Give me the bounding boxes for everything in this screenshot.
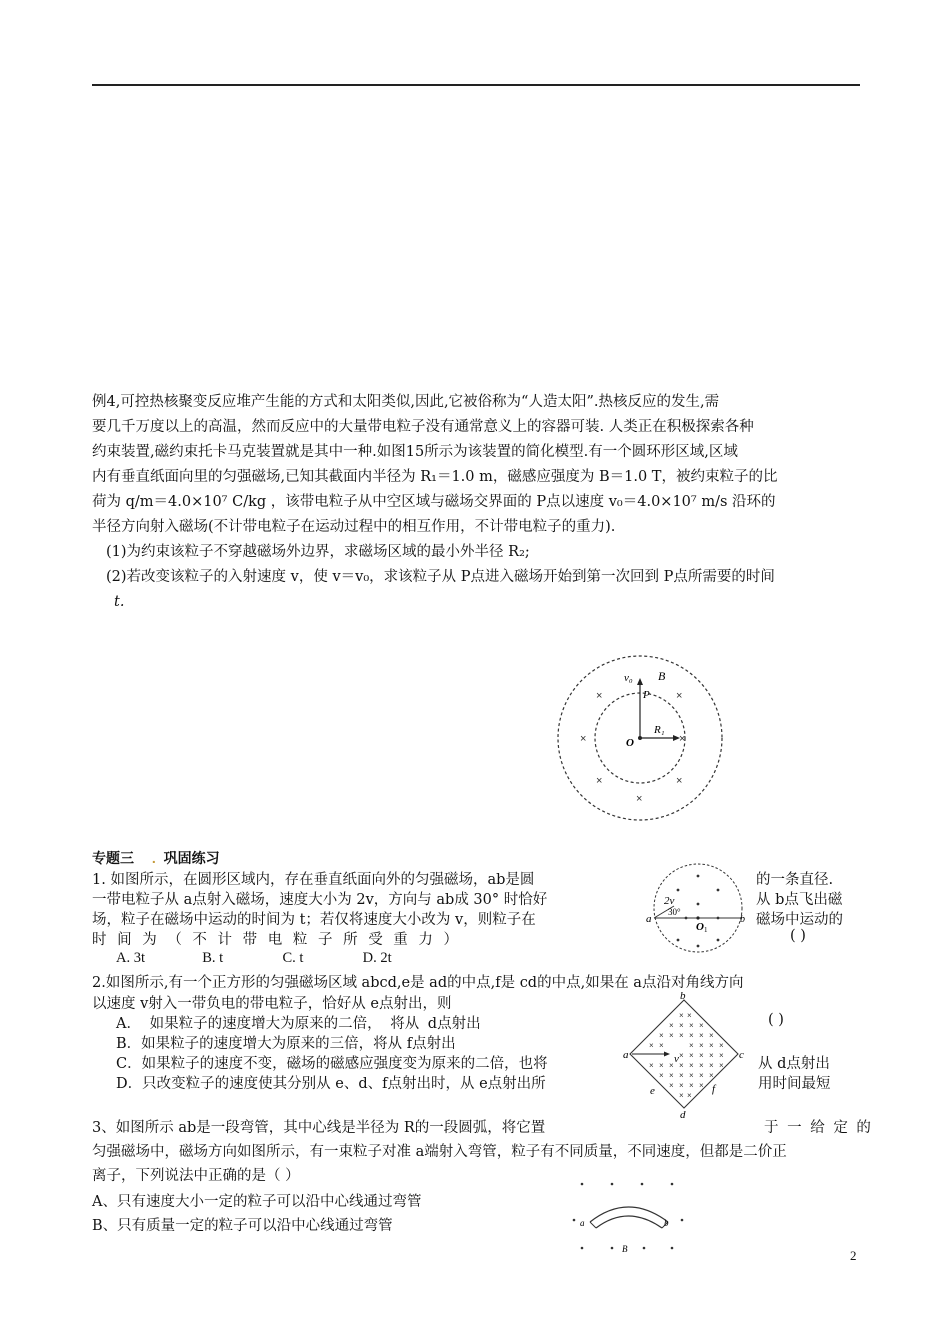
question-2-cont: t.	[114, 594, 125, 610]
svg-text:×: ×	[659, 1071, 664, 1080]
svg-text:×: ×	[719, 1051, 724, 1060]
svg-text:×: ×	[659, 1031, 664, 1040]
svg-text:×: ×	[689, 1041, 694, 1050]
svg-text:×: ×	[669, 1061, 674, 1070]
velocity-v-label: v	[674, 1053, 679, 1065]
center-point	[638, 736, 642, 740]
svg-text:×: ×	[709, 1051, 714, 1060]
tube-end-a	[590, 1222, 596, 1228]
svg-text:×: ×	[679, 1091, 684, 1100]
option-d: D. 2t	[362, 950, 392, 966]
field-x: ×	[679, 733, 686, 745]
svg-text:×: ×	[649, 1041, 654, 1050]
svg-text:×: ×	[699, 1051, 704, 1060]
point-a-label: a	[646, 913, 652, 925]
midpoint-f-label: f	[712, 1083, 716, 1095]
p2-option-d: D．只改变粒子的速度使其分别从 e、d、f点射出时，从 e点射出所	[116, 1076, 546, 1092]
p1-line3-right: 磁场中运动的	[756, 912, 843, 928]
svg-text:×: ×	[687, 1011, 692, 1020]
p1-answer-paren: ( )	[790, 928, 806, 944]
b-label: B	[658, 669, 666, 683]
p1-line3: 场，粒子在磁场中运动的时间为 t；若仅将速度大小改为 v，则粒子在	[92, 912, 536, 928]
svg-text:×: ×	[709, 1031, 714, 1040]
svg-text:×: ×	[699, 1041, 704, 1050]
velocity-label: 2v	[664, 895, 675, 907]
svg-text:×: ×	[689, 1081, 694, 1090]
svg-text:×: ×	[699, 1061, 704, 1070]
svg-text:×: ×	[719, 1061, 724, 1070]
option-a: A. 3t	[116, 950, 145, 966]
question-2: (2)若改变该粒子的入射速度 v，使 v＝v₀，求该粒子从 P点进入磁场开始到第一次回到 P点所需要的时间	[106, 569, 775, 585]
vertex-a-label: a	[623, 1049, 629, 1061]
svg-text:×: ×	[689, 1021, 694, 1030]
field-x: ×	[596, 775, 603, 787]
field-b-label: B	[622, 1244, 628, 1254]
o-label: O	[626, 737, 634, 749]
field-x: ×	[676, 775, 683, 787]
p3-option-b: B、只有质量一定的粒子可以沿中心线通过弯管	[92, 1218, 393, 1234]
v0-label: v₀	[624, 672, 633, 684]
svg-text:×: ×	[699, 1031, 704, 1040]
r1-label: R₁	[654, 724, 665, 736]
svg-text:×: ×	[669, 1071, 674, 1080]
vertex-c-label: c	[739, 1049, 744, 1061]
center-o-label: O	[696, 921, 704, 933]
text-line: 荷为 q/m＝4.0×10⁷ C/kg ，该带电粒子从中空区域与磁场交界面的 P点以速度 v₀＝4.0×10⁷ m/s 沿环的	[92, 494, 776, 510]
tube-outer-wall	[590, 1207, 668, 1222]
annular-field-figure	[556, 654, 724, 822]
svg-text:×: ×	[679, 1051, 684, 1060]
svg-text:×: ×	[679, 1071, 684, 1080]
text-line: 内有垂直纸面向里的匀强磁场,已知其截面内半径为 R₁＝1.0 m，磁感应强度为 B＝1.0 T，被约束粒子的比	[92, 469, 778, 485]
svg-text:×: ×	[679, 1081, 684, 1090]
p2-line2: 以速度 v射入一带负电的带电粒子，恰好从 e点射出，则	[92, 996, 452, 1012]
svg-text:×: ×	[669, 1081, 674, 1090]
velocity-arrowhead	[637, 678, 643, 685]
p1-line4: 时 间 为 （ 不 计 带 电 粒 子 所 受 重 力 ）	[92, 932, 459, 948]
p3-option-a: A、只有速度大小一定的粒子可以沿中心线通过弯管	[92, 1194, 422, 1210]
field-x: ×	[596, 690, 603, 702]
svg-text:×: ×	[689, 1051, 694, 1060]
example4-text	[92, 390, 777, 615]
point-b-label: b	[740, 914, 745, 925]
field-x: ×	[636, 793, 643, 805]
center-dot	[696, 916, 699, 919]
p2-line1: 2.如图所示,有一个正方形的匀强磁场区域 abcd,e是 ad的中点,f是 cd的中点,如果在 a点沿对角线方向	[92, 975, 744, 991]
option-b: B. t	[202, 950, 224, 966]
field-x: ×	[580, 733, 587, 745]
svg-text:×: ×	[699, 1081, 704, 1090]
p3-line3: 离子，下列说法中正确的是（ ）	[92, 1168, 300, 1184]
p1-options	[116, 950, 392, 967]
svg-text:×: ×	[699, 1021, 704, 1030]
p3-line2: 匀强磁场中，磁场方向如图所示，有一束粒子对准 a端射入弯管，粒子有不同质量，不同速度，但都是二价正	[92, 1144, 787, 1160]
svg-text:×: ×	[689, 1031, 694, 1040]
p3-line1-right: 于 一 给 定 的	[764, 1120, 871, 1136]
svg-text:×: ×	[679, 1011, 684, 1020]
curved-tube-figure	[568, 1178, 718, 1260]
header-rule	[92, 84, 860, 86]
velocity-arrowhead	[664, 1052, 670, 1057]
field-x: ×	[676, 690, 683, 702]
svg-text:×: ×	[669, 1031, 674, 1040]
p2-answer-paren: ( )	[768, 1012, 784, 1028]
question-1: (1)为约束该粒子不穿越磁场外边界，求磁场区域的最小外半径 R₂;	[106, 544, 530, 560]
svg-text:×: ×	[709, 1041, 714, 1050]
svg-text:×: ×	[679, 1061, 684, 1070]
p2-option-a: A． 如果粒子的速度增大为原来的二倍， 将从 d点射出	[116, 1016, 481, 1032]
section-title: 专题三 . 巩固练习	[92, 850, 220, 866]
p2-option-d-right: 用时间最短	[758, 1076, 831, 1092]
p2-option-c-right: 从 d点射出	[758, 1056, 830, 1072]
svg-text:×: ×	[679, 1031, 684, 1040]
midpoint-e-label: e	[650, 1085, 655, 1097]
p-label: P	[643, 689, 650, 701]
end-a-label: a	[580, 1218, 585, 1228]
svg-text:×: ×	[719, 1041, 724, 1050]
text-line: 例4,可控热核聚变反应堆产生能的方式和太阳类似,因此,它被俗称为“人造太阳”.热核反应的发生,需	[92, 394, 720, 410]
svg-text:×: ×	[689, 1061, 694, 1070]
p2-option-b: B．如果粒子的速度增大为原来的三倍，将从 f点射出	[116, 1036, 456, 1052]
p1-line2-right: 从 b点飞出磁	[756, 892, 843, 908]
svg-text:×: ×	[687, 1091, 692, 1100]
p1-line1: 1. 如图所示，在圆形区域内，存在垂直纸面向外的匀强磁场，ab是圆	[92, 872, 535, 888]
svg-text:×: ×	[709, 1071, 714, 1080]
p1-line2: 一带电粒子从 a点射入磁场，速度大小为 2v，方向与 ab成 30° 时恰好	[92, 892, 548, 908]
svg-text:×: ×	[659, 1041, 664, 1050]
svg-text:×: ×	[649, 1061, 654, 1070]
svg-text:×: ×	[679, 1021, 684, 1030]
svg-text:×: ×	[709, 1061, 714, 1070]
svg-text:×: ×	[689, 1071, 694, 1080]
vertex-d-label: d	[680, 1109, 686, 1120]
p1-line1-right: 的一条直径.	[756, 872, 834, 888]
option-c: C. t	[282, 950, 304, 966]
end-b-label: b	[664, 1218, 669, 1228]
text-line: 半径方向射入磁场(不计带电粒子在运动过程中的相互作用，不计带电粒子的重力).	[92, 519, 616, 535]
circle-field-figure	[646, 860, 746, 956]
center-o-subscript: 1	[704, 926, 708, 934]
svg-text:×: ×	[699, 1071, 704, 1080]
p2-option-c: C．如果粒子的速度不变，磁场的磁感应强度变为原来的二倍，也将	[116, 1056, 548, 1072]
svg-text:×: ×	[659, 1061, 664, 1070]
text-line: 约束装置,磁约束托卡马克装置就是其中一种.如图15所示为该装置的简化模型.有一个圆环形区域,区域	[92, 444, 738, 460]
svg-text:×: ×	[669, 1021, 674, 1030]
p3-line1: 3、如图所示 ab是一段弯管，其中心线是半径为 R的一段圆弧，将它置	[92, 1120, 546, 1136]
angle-label: 30°	[668, 907, 681, 917]
text-line: 要几千万度以上的高温，然而反应中的大量带电粒子没有通常意义上的容器可装. 人类正在积极探索各种	[92, 419, 754, 435]
tube-inner-wall	[596, 1216, 662, 1228]
vertex-b-label: b	[680, 992, 686, 1002]
square-field-figure	[622, 992, 748, 1120]
page-number: 2	[850, 1248, 857, 1263]
